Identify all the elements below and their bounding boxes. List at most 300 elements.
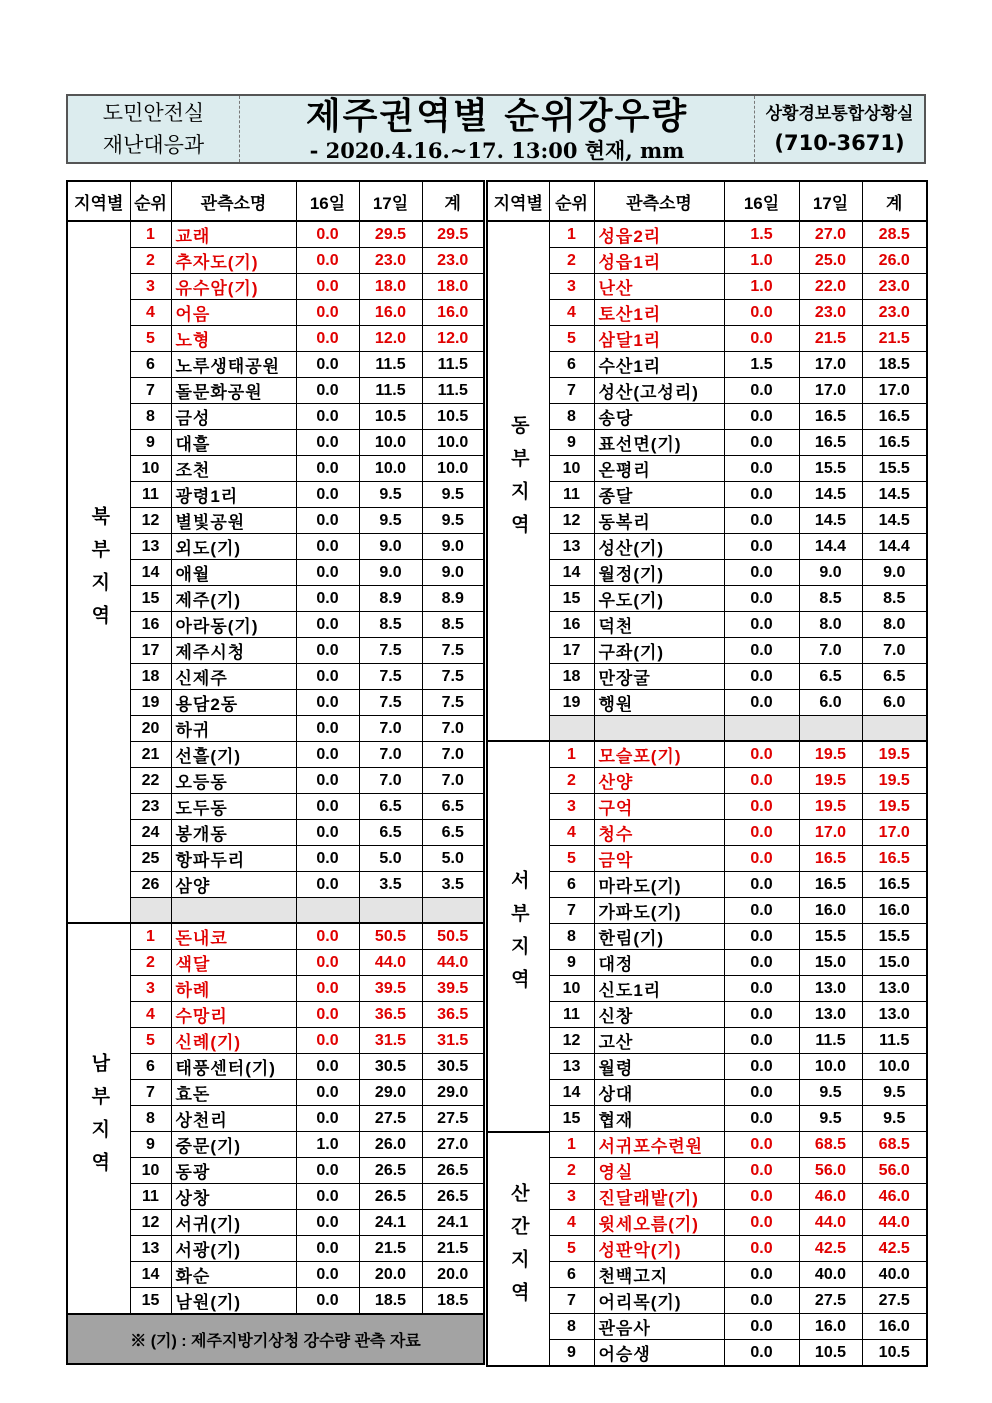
- station-name: 제주시청: [171, 638, 296, 664]
- table-row: [67, 560, 484, 586]
- rain-day17: 9.0: [359, 534, 422, 560]
- table-row: [487, 586, 927, 612]
- blank-cell: [594, 716, 724, 742]
- rain-day16: 0.0: [724, 404, 799, 430]
- station-name: 구좌(기): [594, 638, 724, 664]
- rain-day16: 0.0: [296, 248, 359, 274]
- rank-cell: 18: [130, 664, 171, 690]
- table-row: [487, 1210, 927, 1236]
- rain-day16: 0.0: [296, 326, 359, 352]
- rain-total: 7.5: [422, 638, 484, 664]
- rain-day17: 15.0: [799, 950, 862, 976]
- rain-day16: 0.0: [724, 1132, 799, 1158]
- table-row: [487, 300, 927, 326]
- rain-day16: 0.0: [724, 534, 799, 560]
- rain-total: 23.0: [862, 274, 927, 300]
- rank-cell: 1: [549, 741, 594, 768]
- rank-cell: 10: [130, 1158, 171, 1184]
- rain-day17: 26.0: [359, 1132, 422, 1158]
- rain-day16: 0.0: [724, 1262, 799, 1288]
- region-label: 산간지역: [487, 1132, 549, 1367]
- table-row: [487, 1028, 927, 1054]
- rank-cell: 15: [130, 586, 171, 612]
- station-name: 외도(기): [171, 534, 296, 560]
- table-row: [67, 534, 484, 560]
- rain-total: 26.5: [422, 1184, 484, 1210]
- rain-day16: 0.0: [296, 1106, 359, 1132]
- table-row: [487, 1184, 927, 1210]
- rain-total: 10.5: [862, 1340, 927, 1367]
- rain-day16: 0.0: [296, 221, 359, 248]
- rain-day17: 22.0: [799, 274, 862, 300]
- rain-day16: 0.0: [296, 1080, 359, 1106]
- station-name: 상대: [594, 1080, 724, 1106]
- rank-cell: 17: [130, 638, 171, 664]
- rain-day17: 10.5: [359, 404, 422, 430]
- rain-total: 7.0: [422, 742, 484, 768]
- rank-cell: 8: [130, 404, 171, 430]
- rank-cell: 9: [130, 430, 171, 456]
- blank-cell: [799, 716, 862, 742]
- rank-cell: 8: [549, 404, 594, 430]
- station-name: 삼양: [171, 872, 296, 898]
- rain-total: 16.5: [862, 872, 927, 898]
- rain-day17: 18.0: [359, 274, 422, 300]
- station-name: 노형: [171, 326, 296, 352]
- rank-cell: 4: [130, 1002, 171, 1028]
- rank-cell: 7: [549, 1288, 594, 1314]
- rain-day16: 0.0: [724, 1158, 799, 1184]
- rain-day16: 0.0: [724, 1002, 799, 1028]
- station-name: 구억: [594, 794, 724, 820]
- rain-day17: 16.5: [799, 846, 862, 872]
- rain-total: 9.0: [422, 534, 484, 560]
- table-row: [487, 378, 927, 404]
- rain-total: 21.5: [862, 326, 927, 352]
- rain-day16: 0.0: [296, 664, 359, 690]
- rain-total: 11.5: [422, 352, 484, 378]
- rain-day17: 12.0: [359, 326, 422, 352]
- station-name: 성읍2리: [594, 221, 724, 248]
- rank-cell: 3: [130, 976, 171, 1002]
- rain-day16: 0.0: [296, 274, 359, 300]
- station-name: 유수암(기): [171, 274, 296, 300]
- rain-total: 29.0: [422, 1080, 484, 1106]
- rain-total: 6.0: [862, 690, 927, 716]
- rain-day17: 9.0: [359, 560, 422, 586]
- rain-total: 31.5: [422, 1028, 484, 1054]
- table-row: [487, 924, 927, 950]
- rain-day16: 0.0: [724, 378, 799, 404]
- rain-day16: 0.0: [724, 794, 799, 820]
- table-row: [487, 560, 927, 586]
- rain-total: 46.0: [862, 1184, 927, 1210]
- rank-cell: 5: [549, 846, 594, 872]
- table-row: [487, 976, 927, 1002]
- table-row: [67, 248, 484, 274]
- table-row: [67, 508, 484, 534]
- rank-cell: 13: [130, 1236, 171, 1262]
- station-name: 종달: [594, 482, 724, 508]
- rain-total: 10.0: [862, 1054, 927, 1080]
- rain-day17: 16.5: [799, 404, 862, 430]
- rain-day16: 1.0: [296, 1132, 359, 1158]
- rank-cell: 15: [549, 586, 594, 612]
- station-name: 색달: [171, 950, 296, 976]
- blank-cell: [130, 898, 171, 924]
- station-name: 토산1리: [594, 300, 724, 326]
- rain-day17: 11.5: [359, 378, 422, 404]
- rain-total: 44.0: [862, 1210, 927, 1236]
- rain-total: 10.0: [422, 430, 484, 456]
- rain-day17: 16.5: [799, 430, 862, 456]
- rain-total: 6.5: [422, 794, 484, 820]
- station-name: 가파도(기): [594, 898, 724, 924]
- rain-total: 9.0: [422, 560, 484, 586]
- rain-day16: 0.0: [296, 300, 359, 326]
- table-row: [67, 1236, 484, 1262]
- table-row: [67, 482, 484, 508]
- table-row: [487, 794, 927, 820]
- rank-cell: 12: [549, 1028, 594, 1054]
- station-name: 어음: [171, 300, 296, 326]
- rain-total: 23.0: [862, 300, 927, 326]
- source-note: ※ (기) : 제주지방기상청 강수량 관측 자료: [67, 1314, 484, 1364]
- rain-total: 7.5: [422, 664, 484, 690]
- rank-cell: 18: [549, 664, 594, 690]
- rank-cell: 24: [130, 820, 171, 846]
- rain-day16: 0.0: [296, 820, 359, 846]
- rank-cell: 1: [130, 221, 171, 248]
- rank-cell: 8: [549, 924, 594, 950]
- rank-cell: 6: [130, 1054, 171, 1080]
- station-name: 신제주: [171, 664, 296, 690]
- rain-total: 8.0: [862, 612, 927, 638]
- table-row: [67, 950, 484, 976]
- rain-total: 17.0: [862, 820, 927, 846]
- rain-day16: 0.0: [724, 638, 799, 664]
- station-name: 한림(기): [594, 924, 724, 950]
- rain-day16: 0.0: [724, 924, 799, 950]
- station-name: 중문(기): [171, 1132, 296, 1158]
- rain-total: 40.0: [862, 1262, 927, 1288]
- table-row: [67, 1002, 484, 1028]
- rain-total: 19.5: [862, 741, 927, 768]
- rain-total: 26.0: [862, 248, 927, 274]
- table-row: [67, 664, 484, 690]
- station-name: 오등동: [171, 768, 296, 794]
- department-block: [68, 96, 240, 162]
- rain-day17: 6.5: [359, 794, 422, 820]
- rain-day17: 30.5: [359, 1054, 422, 1080]
- total-header: 계: [422, 181, 484, 221]
- station-name: 서귀(기): [171, 1210, 296, 1236]
- station-name: 금악: [594, 846, 724, 872]
- rain-day17: 29.5: [359, 221, 422, 248]
- rain-total: 28.5: [862, 221, 927, 248]
- rain-day17: 10.5: [799, 1340, 862, 1367]
- table-row: [487, 1158, 927, 1184]
- department-line-1: 도민안전실: [102, 101, 205, 125]
- rain-day17: 11.5: [799, 1028, 862, 1054]
- station-name: 월정(기): [594, 560, 724, 586]
- station-name: 마라도(기): [594, 872, 724, 898]
- station-name: 수망리: [171, 1002, 296, 1028]
- rain-day16: 0.0: [296, 534, 359, 560]
- blank-cell: [359, 898, 422, 924]
- rank-cell: 14: [549, 560, 594, 586]
- table-row: [487, 456, 927, 482]
- table-row: [67, 300, 484, 326]
- rain-total: 15.5: [862, 924, 927, 950]
- rain-total: 16.0: [862, 1314, 927, 1340]
- rain-total: 10.0: [422, 456, 484, 482]
- rain-day16: 0.0: [296, 1028, 359, 1054]
- table-row: [67, 586, 484, 612]
- table-row: [487, 1132, 927, 1158]
- rain-total: 13.0: [862, 976, 927, 1002]
- rain-day17: 8.5: [359, 612, 422, 638]
- rain-day16: 0.0: [724, 300, 799, 326]
- table-row: [67, 221, 484, 248]
- left-rainfall-table: [66, 180, 485, 1365]
- table-row: [487, 404, 927, 430]
- station-name: 대흘: [171, 430, 296, 456]
- department-line-2: 재난대응과: [102, 133, 205, 157]
- station-name: 우도(기): [594, 586, 724, 612]
- rain-day17: 46.0: [799, 1184, 862, 1210]
- rain-day17: 17.0: [799, 378, 862, 404]
- rain-day17: 7.5: [359, 664, 422, 690]
- rain-day17: 6.0: [799, 690, 862, 716]
- station-header: 관측소명: [594, 181, 724, 221]
- rank-cell: 5: [130, 326, 171, 352]
- station-name: 하례: [171, 976, 296, 1002]
- right-rainfall-table: [486, 180, 928, 1367]
- rain-day17: 13.0: [799, 1002, 862, 1028]
- rank-cell: 10: [549, 456, 594, 482]
- rain-total: 16.5: [862, 846, 927, 872]
- table-row: [67, 742, 484, 768]
- station-name: 돈내코: [171, 923, 296, 950]
- rain-total: 5.0: [422, 846, 484, 872]
- rain-day16: 0.0: [296, 846, 359, 872]
- rain-day17: 16.5: [799, 872, 862, 898]
- rain-total: 21.5: [422, 1236, 484, 1262]
- rain-total: 6.5: [422, 820, 484, 846]
- rain-total: 16.5: [862, 404, 927, 430]
- rank-cell: 23: [130, 794, 171, 820]
- rank-cell: 10: [549, 976, 594, 1002]
- rain-day16: 0.0: [724, 1028, 799, 1054]
- rain-day17: 31.5: [359, 1028, 422, 1054]
- total-header: 계: [862, 181, 927, 221]
- rank-cell: 7: [130, 1080, 171, 1106]
- rain-day17: 3.5: [359, 872, 422, 898]
- station-name: 태풍센터(기): [171, 1054, 296, 1080]
- rank-cell: 1: [549, 1132, 594, 1158]
- rank-cell: 14: [130, 560, 171, 586]
- rain-day17: 7.5: [359, 690, 422, 716]
- table-row: [487, 482, 927, 508]
- rain-day16: 0.0: [296, 872, 359, 898]
- table-row: [67, 872, 484, 898]
- rank-cell: 6: [130, 352, 171, 378]
- rain-day16: 0.0: [724, 741, 799, 768]
- station-name: 애월: [171, 560, 296, 586]
- station-name: 만장굴: [594, 664, 724, 690]
- rain-day16: 0.0: [724, 1054, 799, 1080]
- station-name: 별빛공원: [171, 508, 296, 534]
- header-row: [487, 181, 927, 221]
- rank-header: 순위: [549, 181, 594, 221]
- table-row: [67, 820, 484, 846]
- table-row: [67, 378, 484, 404]
- station-name: 신도1리: [594, 976, 724, 1002]
- table-row: [487, 534, 927, 560]
- rain-day16: 0.0: [296, 508, 359, 534]
- rain-total: 11.5: [862, 1028, 927, 1054]
- station-name: 효돈: [171, 1080, 296, 1106]
- station-name: 대정: [594, 950, 724, 976]
- rain-day17: 8.9: [359, 586, 422, 612]
- rain-day17: 20.0: [359, 1262, 422, 1288]
- rank-cell: 2: [549, 1158, 594, 1184]
- rank-cell: 11: [549, 1002, 594, 1028]
- rain-day16: 0.0: [724, 1314, 799, 1340]
- note-row: [67, 1314, 484, 1364]
- rain-total: 56.0: [862, 1158, 927, 1184]
- rain-total: 19.5: [862, 768, 927, 794]
- station-name: 노루생태공원: [171, 352, 296, 378]
- station-name: 영실: [594, 1158, 724, 1184]
- rain-day17: 16.0: [799, 1314, 862, 1340]
- station-name: 아라동(기): [171, 612, 296, 638]
- rain-day17: 14.5: [799, 508, 862, 534]
- station-name: 협재: [594, 1106, 724, 1132]
- rain-day16: 0.0: [724, 1236, 799, 1262]
- rain-total: 7.0: [422, 716, 484, 742]
- rain-day17: 19.5: [799, 794, 862, 820]
- rain-day17: 50.5: [359, 923, 422, 950]
- region-header: 지역별: [487, 181, 549, 221]
- day17-header: 17일: [799, 181, 862, 221]
- rain-total: 13.0: [862, 1002, 927, 1028]
- rank-cell: 9: [130, 1132, 171, 1158]
- rank-cell: 14: [549, 1080, 594, 1106]
- rank-cell: 5: [549, 1236, 594, 1262]
- station-name: 어승생: [594, 1340, 724, 1367]
- rain-total: 18.0: [422, 274, 484, 300]
- table-row: [487, 1340, 927, 1367]
- station-name: 동복리: [594, 508, 724, 534]
- rain-total: 7.5: [422, 690, 484, 716]
- station-name: 삼달1리: [594, 326, 724, 352]
- rank-cell: 12: [549, 508, 594, 534]
- station-name: 화순: [171, 1262, 296, 1288]
- station-name: 용담2동: [171, 690, 296, 716]
- rain-day17: 11.5: [359, 352, 422, 378]
- rain-total: 9.5: [862, 1106, 927, 1132]
- rank-cell: 17: [549, 638, 594, 664]
- station-name: 돌문화공원: [171, 378, 296, 404]
- rain-day17: 21.5: [359, 1236, 422, 1262]
- rank-cell: 3: [130, 274, 171, 300]
- rain-total: 16.0: [422, 300, 484, 326]
- station-name: 진달래밭(기): [594, 1184, 724, 1210]
- rank-cell: 15: [549, 1106, 594, 1132]
- blank-cell: [296, 898, 359, 924]
- rain-day16: 0.0: [724, 456, 799, 482]
- table-row: [67, 716, 484, 742]
- rain-day17: 44.0: [359, 950, 422, 976]
- rain-day17: 25.0: [799, 248, 862, 274]
- rank-header: 순위: [130, 181, 171, 221]
- rank-cell: 19: [549, 690, 594, 716]
- rank-cell: 14: [130, 1262, 171, 1288]
- station-name: 제주(기): [171, 586, 296, 612]
- office-phone: (710-3671): [774, 131, 905, 155]
- rain-day17: 44.0: [799, 1210, 862, 1236]
- rain-day16: 0.0: [296, 612, 359, 638]
- rain-day17: 16.0: [359, 300, 422, 326]
- table-row: [487, 274, 927, 300]
- rain-day17: 15.5: [799, 456, 862, 482]
- rain-total: 19.5: [862, 794, 927, 820]
- station-name: 서광(기): [171, 1236, 296, 1262]
- rain-day16: 0.0: [296, 976, 359, 1002]
- table-row: [487, 690, 927, 716]
- blank-cell: [862, 716, 927, 742]
- rain-day17: 7.0: [799, 638, 862, 664]
- rank-cell: 4: [549, 300, 594, 326]
- rank-cell: 5: [130, 1028, 171, 1054]
- rain-day16: 0.0: [296, 430, 359, 456]
- rain-day17: 27.5: [799, 1288, 862, 1314]
- table-row: [487, 221, 927, 248]
- rain-day17: 42.5: [799, 1236, 862, 1262]
- station-name: 난산: [594, 274, 724, 300]
- station-name: 하귀: [171, 716, 296, 742]
- rank-cell: 5: [549, 326, 594, 352]
- rain-total: 18.5: [862, 352, 927, 378]
- rank-cell: 11: [130, 482, 171, 508]
- station-name: 산양: [594, 768, 724, 794]
- station-name: 상창: [171, 1184, 296, 1210]
- day17-header: 17일: [359, 181, 422, 221]
- table-row: [67, 274, 484, 300]
- rain-day17: 6.5: [799, 664, 862, 690]
- rain-day17: 21.5: [799, 326, 862, 352]
- station-name: 월령: [594, 1054, 724, 1080]
- rank-cell: 3: [549, 794, 594, 820]
- rain-day17: 36.5: [359, 1002, 422, 1028]
- table-row: [487, 898, 927, 924]
- rain-total: 11.5: [422, 378, 484, 404]
- rain-total: 7.0: [422, 768, 484, 794]
- table-row: [67, 976, 484, 1002]
- table-row: [67, 1288, 484, 1315]
- rain-day16: 0.0: [724, 690, 799, 716]
- rain-day16: 0.0: [296, 768, 359, 794]
- rain-total: 16.0: [862, 898, 927, 924]
- rain-day16: 0.0: [724, 1080, 799, 1106]
- rain-day16: 0.0: [296, 1210, 359, 1236]
- day16-header: 16일: [296, 181, 359, 221]
- rain-day17: 23.0: [359, 248, 422, 274]
- table-row: [67, 1106, 484, 1132]
- rain-day16: 0.0: [724, 560, 799, 586]
